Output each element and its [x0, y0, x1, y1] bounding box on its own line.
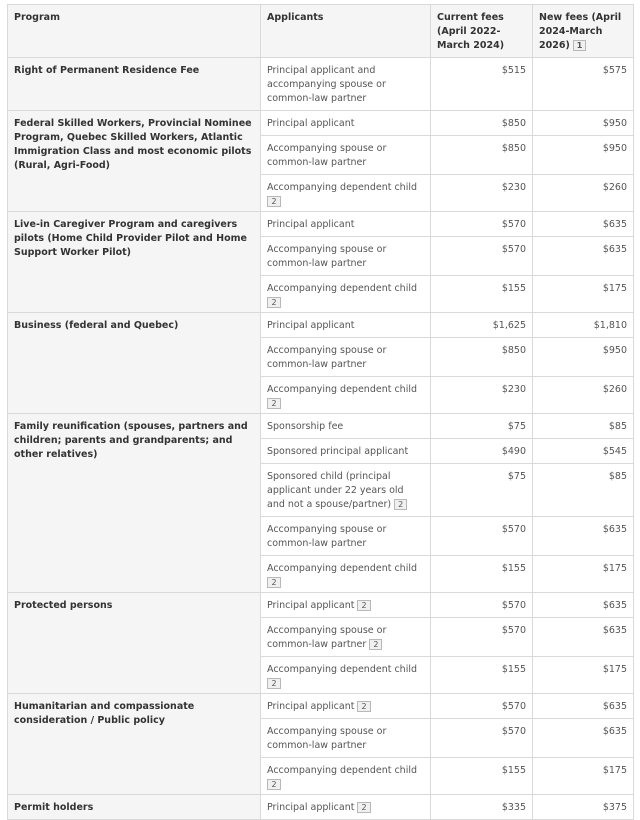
applicant-label: Principal applicant and accompanying spouse or common-law partner — [267, 65, 386, 104]
current-fee: $335 — [431, 795, 533, 820]
table-row — [8, 414, 634, 439]
new-fee: $175 — [533, 758, 634, 795]
applicant-label: Accompanying dependent child — [267, 182, 418, 193]
new-fee: $950 — [533, 136, 634, 175]
applicant-label: Accompanying spouse or common-law partner — [267, 524, 387, 549]
applicant-label: Principal applicant — [267, 320, 355, 331]
new-fee: $635 — [533, 719, 634, 758]
applicant-label: Accompanying dependent child — [267, 384, 418, 395]
current-fee: $570 — [431, 517, 533, 556]
new-fee: $175 — [533, 657, 634, 694]
footnote-link[interactable]: 2 — [267, 398, 281, 409]
applicant-cell — [261, 694, 431, 719]
current-fee: $570 — [431, 719, 533, 758]
footnote-link[interactable]: 2 — [357, 802, 370, 813]
applicant-label: Accompanying spouse or common-law partner — [267, 726, 387, 751]
current-fee: $570 — [431, 618, 533, 657]
current-fee: $850 — [431, 136, 533, 175]
table-header-row — [8, 5, 634, 58]
new-fee: $635 — [533, 694, 634, 719]
applicant-label: Principal applicant — [267, 118, 355, 129]
new-fee: $1,810 — [533, 313, 634, 338]
current-fee: $570 — [431, 694, 533, 719]
footnote-link[interactable]: 2 — [267, 297, 281, 308]
new-fee: $635 — [533, 517, 634, 556]
applicant-label: Principal applicant — [267, 802, 355, 813]
program-name: Right of Permanent Residence Fee — [8, 58, 261, 111]
header-program: Program — [8, 5, 261, 58]
current-fee: $850 — [431, 111, 533, 136]
applicant-label: Accompanying spouse or common-law partner — [267, 345, 387, 370]
applicant-cell — [261, 593, 431, 618]
table-row — [8, 212, 634, 237]
table-row — [8, 795, 634, 820]
applicant-cell — [261, 338, 431, 377]
footnote-link[interactable]: 2 — [267, 678, 281, 689]
footnote-link[interactable]: 2 — [394, 499, 407, 510]
applicant-label: Accompanying spouse or common-law partner — [267, 143, 387, 168]
applicant-cell — [261, 58, 431, 111]
applicant-cell — [261, 556, 431, 593]
program-name: Permit holders — [8, 795, 261, 820]
new-fee: $635 — [533, 618, 634, 657]
footnote-link[interactable]: 2 — [357, 701, 370, 712]
program-name: Humanitarian and compassionate consideration / Public policy — [8, 694, 261, 795]
current-fee: $490 — [431, 439, 533, 464]
new-fee: $575 — [533, 58, 634, 111]
program-name: Business (federal and Quebec) — [8, 313, 261, 414]
applicant-cell — [261, 657, 431, 694]
current-fee: $570 — [431, 237, 533, 276]
applicant-cell — [261, 795, 431, 820]
applicant-label: Principal applicant — [267, 219, 355, 230]
footnote-link[interactable]: 2 — [357, 600, 370, 611]
current-fee: $1,625 — [431, 313, 533, 338]
new-fee: $260 — [533, 175, 634, 212]
current-fee: $570 — [431, 593, 533, 618]
applicant-cell — [261, 313, 431, 338]
fee-table — [7, 4, 634, 820]
applicant-cell — [261, 175, 431, 212]
footnote-link[interactable]: 2 — [369, 639, 382, 650]
applicant-cell — [261, 237, 431, 276]
applicant-label: Sponsored principal applicant — [267, 446, 409, 457]
new-fee: $950 — [533, 111, 634, 136]
table-row — [8, 111, 634, 136]
current-fee: $570 — [431, 212, 533, 237]
applicant-label: Accompanying dependent child — [267, 765, 418, 776]
applicant-cell — [261, 212, 431, 237]
current-fee: $850 — [431, 338, 533, 377]
program-name: Protected persons — [8, 593, 261, 694]
current-fee: $75 — [431, 464, 533, 517]
new-fee: $375 — [533, 795, 634, 820]
applicant-cell — [261, 136, 431, 175]
applicant-cell — [261, 464, 431, 517]
footnote-link[interactable]: 2 — [267, 779, 281, 790]
applicant-label: Accompanying dependent child — [267, 283, 418, 294]
applicant-cell — [261, 439, 431, 464]
program-name: Live-in Caregiver Program and caregivers pilots (Home Child Provider Pilot and Home Support Worker Pilot) — [8, 212, 261, 313]
footnote-link[interactable]: 1 — [573, 40, 587, 51]
applicant-label: Sponsorship fee — [267, 421, 344, 432]
new-fee: $175 — [533, 556, 634, 593]
current-fee: $155 — [431, 276, 533, 313]
current-fee: $75 — [431, 414, 533, 439]
new-fee: $635 — [533, 237, 634, 276]
new-fee: $635 — [533, 212, 634, 237]
current-fee: $155 — [431, 556, 533, 593]
new-fee: $950 — [533, 338, 634, 377]
current-fee: $230 — [431, 175, 533, 212]
new-fee: $175 — [533, 276, 634, 313]
header-new-fees — [533, 5, 634, 58]
footnote-link[interactable]: 2 — [267, 196, 281, 207]
new-fee: $545 — [533, 439, 634, 464]
applicant-cell — [261, 414, 431, 439]
new-fee: $635 — [533, 593, 634, 618]
header-new-fees-label: New fees (April 2024-March 2026) — [539, 12, 622, 51]
applicant-label: Sponsored child (principal applicant under 22 years old and not a spouse/partner) — [267, 471, 404, 510]
program-name: Family reunification (spouses, partners and children; parents and grandparents; and other relatives) — [8, 414, 261, 593]
applicant-cell — [261, 719, 431, 758]
table-row — [8, 313, 634, 338]
applicant-cell — [261, 618, 431, 657]
current-fee: $515 — [431, 58, 533, 111]
applicant-cell — [261, 377, 431, 414]
footnote-link[interactable]: 2 — [267, 577, 281, 588]
applicant-label: Principal applicant — [267, 701, 355, 712]
applicant-label: Accompanying spouse or common-law partner — [267, 625, 387, 650]
header-current-fees: Current fees (April 2022-March 2024) — [431, 5, 533, 58]
current-fee: $230 — [431, 377, 533, 414]
applicant-cell — [261, 276, 431, 313]
header-applicants: Applicants — [261, 5, 431, 58]
table-row — [8, 593, 634, 618]
new-fee: $85 — [533, 464, 634, 517]
applicant-cell — [261, 517, 431, 556]
table-row — [8, 58, 634, 111]
applicant-label: Accompanying dependent child — [267, 664, 418, 675]
new-fee: $85 — [533, 414, 634, 439]
new-fee: $260 — [533, 377, 634, 414]
program-name: Federal Skilled Workers, Provincial Nominee Program, Quebec Skilled Workers, Atlantic Immigration Class and most economic pilots (Rural, Agri-Food) — [8, 111, 261, 212]
applicant-label: Principal applicant — [267, 600, 355, 611]
applicant-label: Accompanying spouse or common-law partner — [267, 244, 387, 269]
applicant-label: Accompanying dependent child — [267, 563, 418, 574]
table-row — [8, 694, 634, 719]
applicant-cell — [261, 758, 431, 795]
current-fee: $155 — [431, 657, 533, 694]
applicant-cell — [261, 111, 431, 136]
current-fee: $155 — [431, 758, 533, 795]
